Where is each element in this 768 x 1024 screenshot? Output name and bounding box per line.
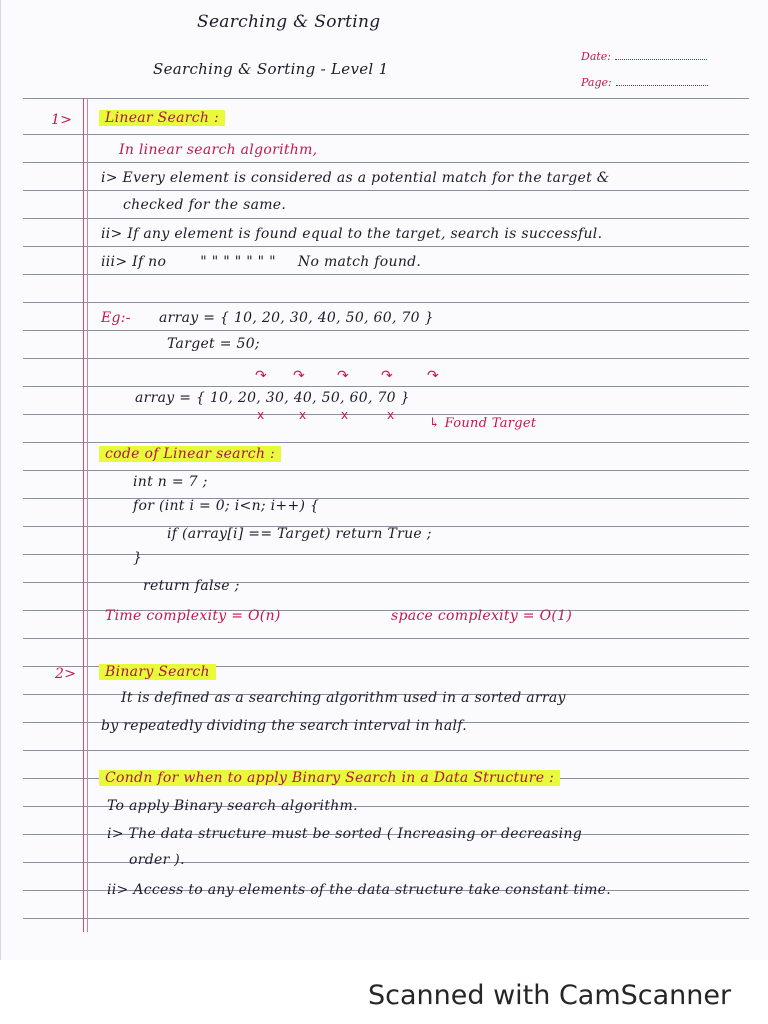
ruled-line [23,190,749,191]
margin-line [87,98,88,932]
ruled-line [23,498,749,499]
code-heading-wrap [99,446,281,462]
example-target: Target = 50; [167,336,260,352]
code-line: return false ; [143,578,240,594]
camscanner-watermark: Scanned with CamScanner [368,980,732,1011]
page-title: Searching & Sorting [197,12,381,32]
ruled-line [23,918,749,919]
ruled-line [23,246,749,247]
ruled-line [23,274,749,275]
ruled-line [23,358,749,359]
date-label: Date: [581,50,612,63]
section-heading [99,664,216,680]
ruled-line [23,582,749,583]
arrow-icon: ↷ [337,368,349,384]
cross-mark: x [257,408,265,422]
text-line: i> The data structure must be sorted ( Increasing or decreasing [107,826,583,842]
ruled-line [23,470,749,471]
page-field [581,76,708,89]
page-subtitle: Searching & Sorting - Level 1 [153,60,389,78]
binary-search-heading: Binary Search [99,664,216,680]
arrow-icon: ↷ [427,368,439,384]
point3-start: iii> If no [101,254,167,270]
cross-mark: x [387,408,395,422]
text-line: ii> Access to any elements of the data structure take constant time. [107,882,611,898]
linear-search-heading: Linear Search : [99,110,225,126]
text-line: It is defined as a searching algorithm used in a sorted array [121,690,566,706]
ruled-line [23,162,749,163]
arrow-icon: ↷ [293,368,305,384]
text-line: by repeatedly dividing the search interval in half. [101,718,467,734]
code-line: } [133,550,143,566]
ruled-line [23,386,749,387]
arrow-icon: ↷ [381,368,393,384]
ruled-line [23,554,749,555]
code-line: int n = 7 ; [133,474,208,490]
text-line: To apply Binary search algorithm. [107,798,358,814]
text-line: i> Every element is considered as a potential match for the target & [101,170,610,186]
text-line: order ). [129,852,185,868]
ruled-line [23,638,749,639]
ruled-line [23,442,749,443]
text-line [101,254,421,270]
condition-heading: Condn for when to apply Binary Search in a Data Structure : [99,770,560,786]
point3-end: No match found. [297,254,422,270]
ruled-line [23,302,749,303]
example-label: Eg:- [101,310,131,326]
ruled-line [23,330,749,331]
section-number: 1> [51,112,73,128]
traverse-array: array = { 10, 20, 30, 40, 50, 60, 70 } [135,390,410,406]
ruled-line [23,134,749,135]
cross-mark: x [341,408,349,422]
space-complexity: space complexity = O(1) [391,608,573,624]
ruled-line [23,750,749,751]
arrow-icon: ↷ [255,368,267,384]
page-label: Page: [581,76,612,89]
section-number: 2> [55,666,77,682]
example-array: array = { 10, 20, 30, 40, 50, 60, 70 } [159,310,434,326]
code-line: for (int i = 0; i<n; i++) { [133,498,320,514]
code-line: if (array[i] == Target) return True ; [167,526,432,542]
cross-mark: x [299,408,307,422]
ruled-line [23,414,749,415]
ditto-marks: " " " " " " " [200,254,276,270]
time-complexity: Time complexity = O(n) [105,608,281,624]
section-heading [99,110,225,126]
found-note: ↳ Found Target [429,416,537,431]
date-field [581,50,707,63]
ruled-line [23,218,749,219]
ruled-line [23,98,749,99]
section-heading [99,770,560,786]
margin-line [83,98,84,932]
code-heading: code of Linear search : [99,446,281,462]
text-line: ii> If any element is found equal to the target, search is successful. [101,226,603,242]
intro-text: In linear search algorithm, [119,142,318,158]
text-line: checked for the same. [123,197,287,213]
